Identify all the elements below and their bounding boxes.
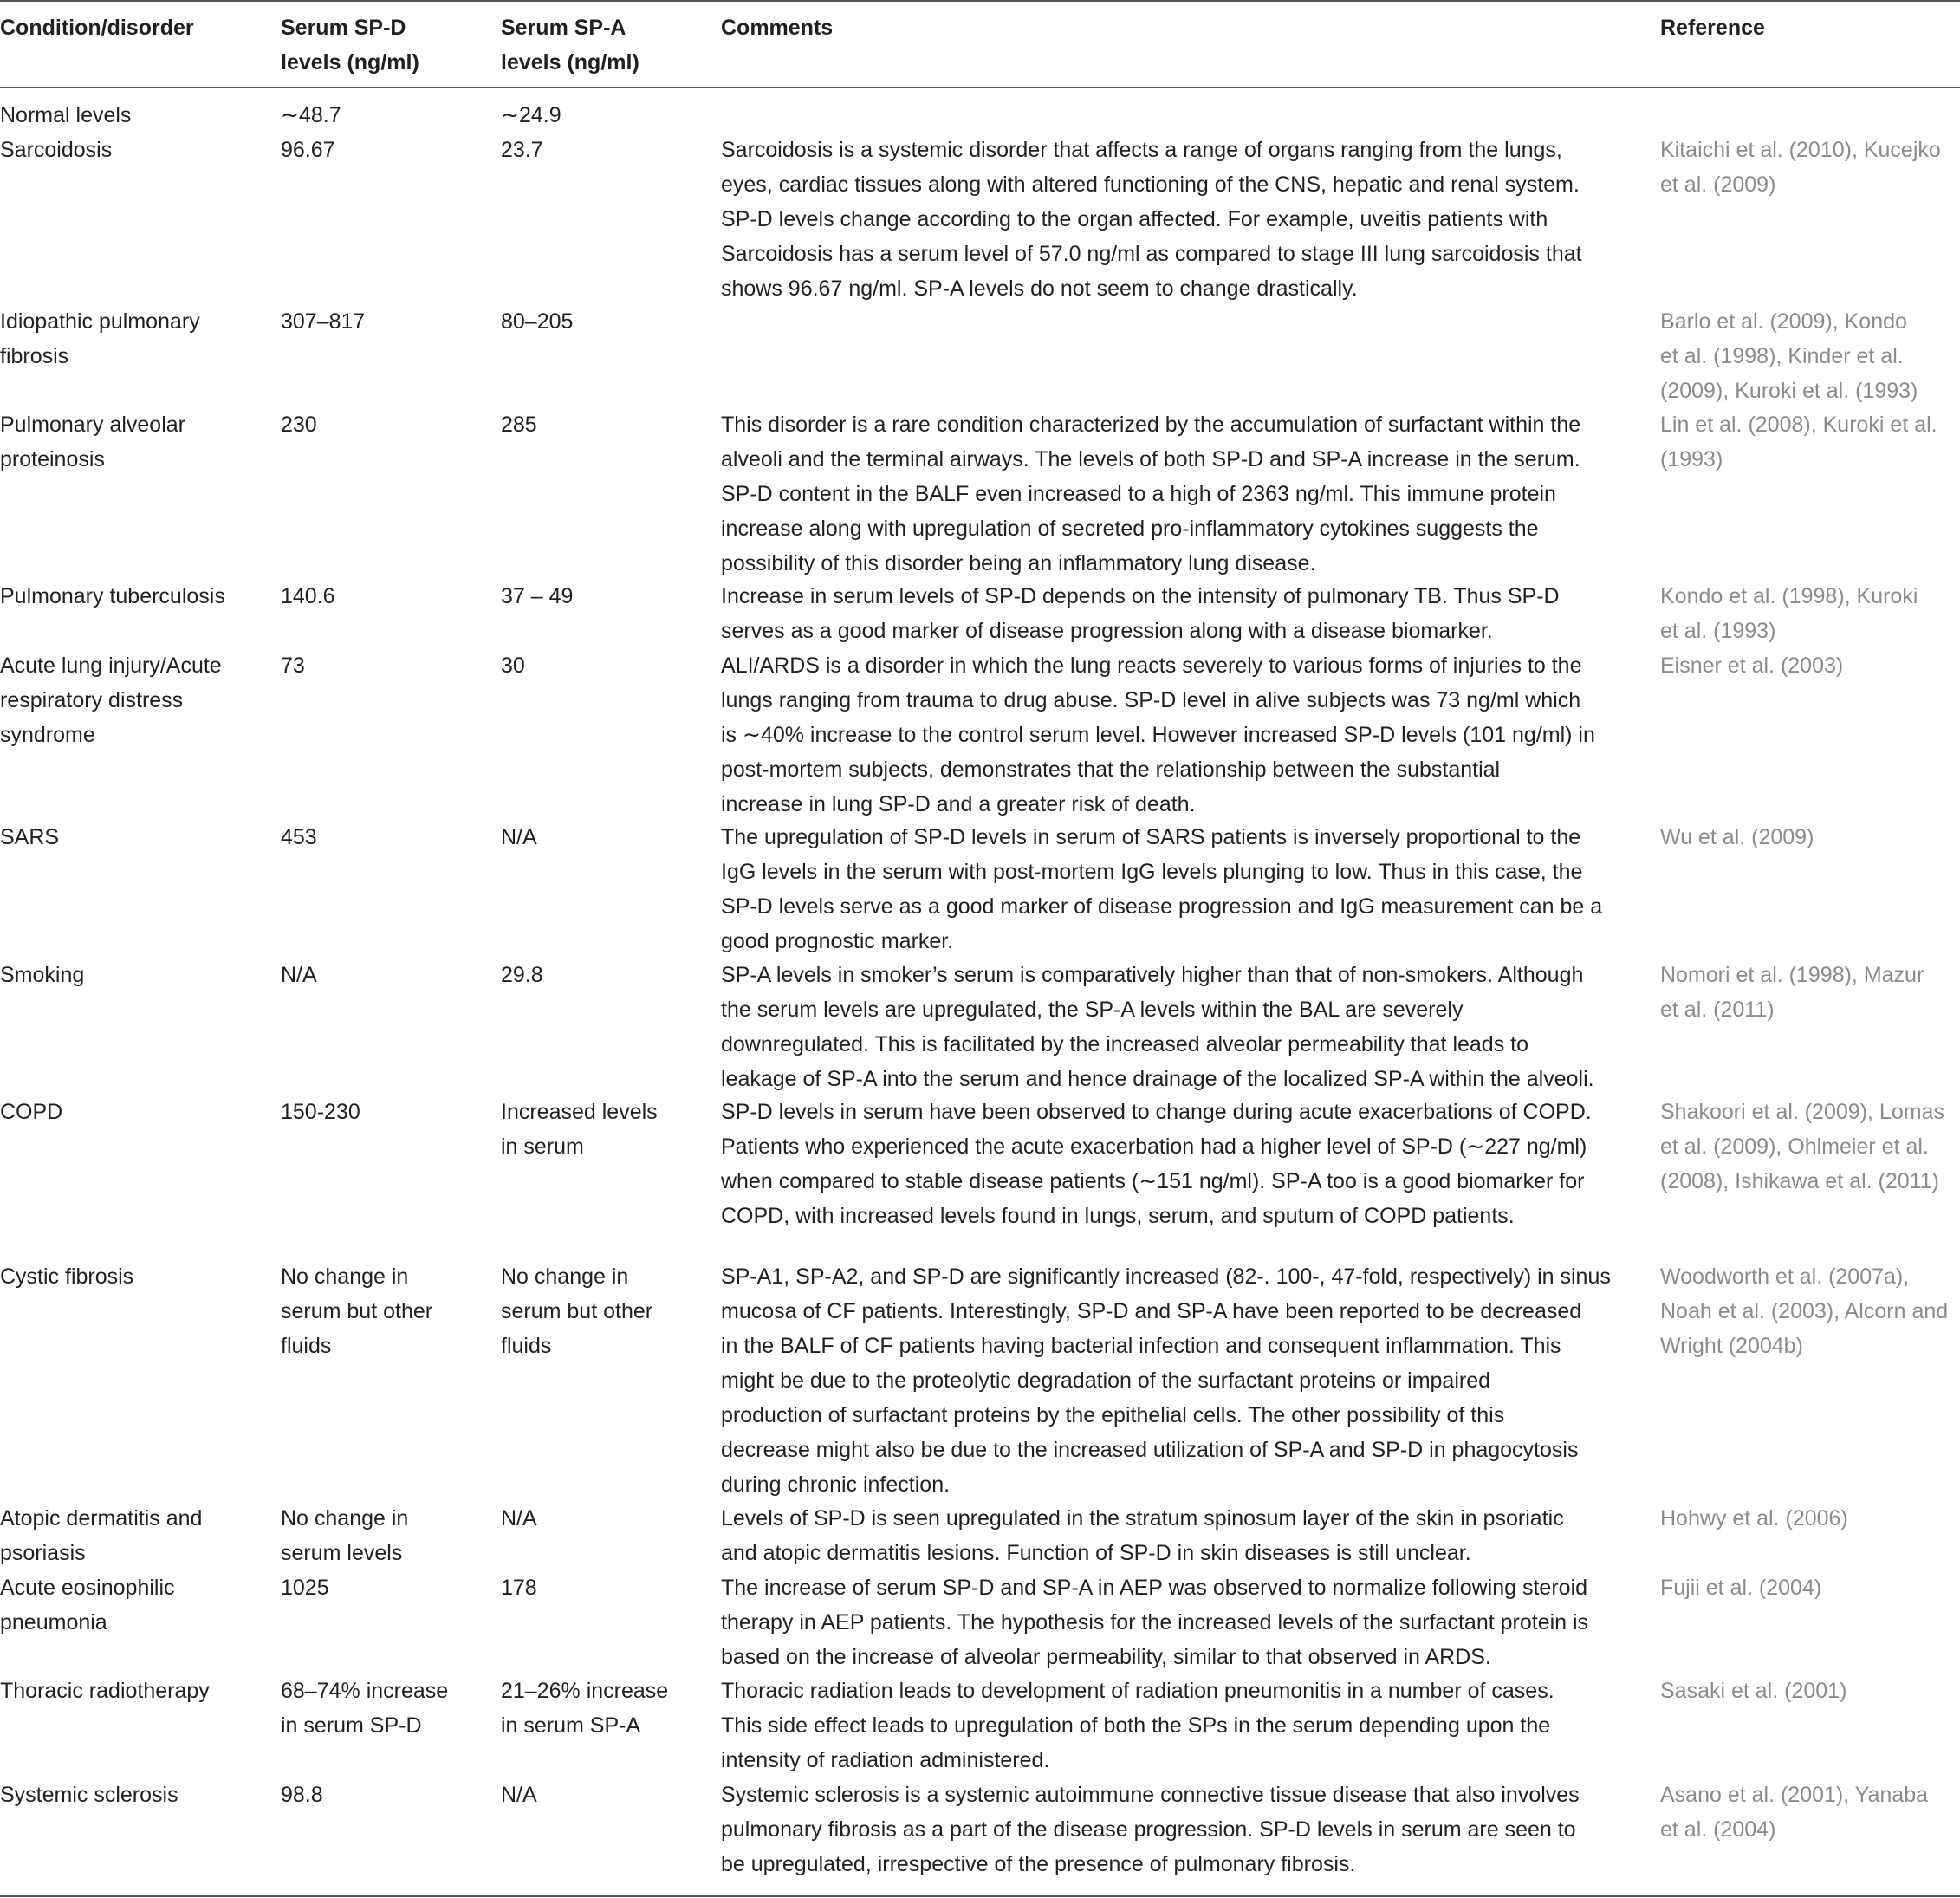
cell-serum-spd-line: in serum SP-D [281,1713,422,1738]
cell-condition-line: respiratory distress [0,688,184,712]
header-condition: Condition/disorder [0,16,194,40]
cell-serum-spd-line: 68–74% increase [281,1679,449,1703]
cell-reference-line: Fujii et al. (2004) [1660,1576,1822,1600]
cell-condition [0,579,260,614]
cell-serum-spa-line: in serum [501,1134,584,1159]
cell-comments-line: serves as a good marker of disease progression along with a disease biomarker. [721,619,1493,643]
cell-serum-spa-line: serum but other [501,1299,653,1323]
cell-serum-spa-line: 29.8 [501,963,543,987]
cell-comments-line: intensity of radiation administered. [721,1748,1050,1772]
cell-comments-line: Sarcoidosis is a systemic disorder that affects a range of organs ranging from the lungs, [721,138,1562,162]
cell-comments-line: IgG levels in the serum with post-mortem IgG levels plunging to low. Thus in this case, the [721,860,1583,884]
cell-comments-line: leakage of SP-A into the serum and hence drainage of the localized SP-A within the alveoli. [721,1067,1594,1091]
cell-serum-spd-line: 1025 [281,1576,329,1600]
cell-comments-line: SP-D levels serve as a good marker of disease progression and IgG measurement can be a [721,894,1603,919]
cell-serum-spa [501,958,709,992]
cell-comments [721,1570,1631,1674]
cell-condition-line: syndrome [0,723,95,747]
cell-serum-spd [281,1570,489,1605]
cell-serum-spd-line: fluids [281,1334,332,1358]
cell-serum-spa-line: fluids [501,1334,552,1358]
cell-serum-spa-line: Increased levels [501,1100,658,1124]
cell-serum-spa [501,1501,709,1536]
cell-serum-spd-line: serum but other [281,1299,433,1323]
cell-reference-line: Noah et al. (2003), Alcorn and [1660,1299,1949,1323]
cell-condition [0,958,260,992]
cell-condition [0,1095,260,1129]
cell-serum-spa [501,98,709,133]
cell-condition [0,98,260,133]
header-bottom-rule [0,87,1960,88]
cell-comments-line: Thoracic radiation leads to development of radiation pneumonitis in a number of cases. [721,1679,1554,1703]
cell-serum-spd [281,304,489,339]
cell-serum-spa [501,1095,709,1164]
cell-serum-spd-line: No change in [281,1264,409,1289]
cell-serum-spa [501,579,709,614]
cell-serum-spd [281,1095,489,1129]
table-top-rule [0,0,1960,2]
cell-comments-line: shows 96.67 ng/ml. SP-A levels do not seem to change drastically. [721,276,1358,301]
cell-comments-line: during chronic infection. [721,1472,951,1497]
cell-condition-line: COPD [0,1100,63,1124]
cell-condition-line: Smoking [0,963,85,987]
cell-comments-line: SP-A1, SP-A2, and SP-D are significantly increased (82-. 100-, 47-fold, respectively) in sinus [721,1264,1611,1289]
cell-serum-spd [281,98,489,133]
cell-reference-line: Barlo et al. (2009), Kondo [1660,309,1907,334]
cell-serum-spd-line: 73 [281,653,305,678]
cell-condition [0,407,260,477]
header-serum-spd: Serum SP-D levels (ng/ml) [281,16,419,75]
cell-reference [1660,1501,1955,1536]
cell-serum-spa [501,1674,709,1743]
cell-reference [1660,407,1955,477]
cell-comments [721,820,1631,959]
cell-comments-line: increase along with upregulation of secreted pro-inflammatory cytokines suggests the [721,517,1539,541]
cell-comments [721,1259,1631,1502]
cell-comments [721,1674,1631,1778]
cell-comments-line: Increase in serum levels of SP-D depends on the intensity of pulmonary TB. Thus SP-D [721,584,1560,608]
cell-comments-line: Systemic sclerosis is a systemic autoimmune connective tissue disease that also involves [721,1783,1580,1807]
cell-serum-spd [281,133,489,167]
cell-serum-spa-line: 285 [501,413,537,437]
cell-condition [0,1570,260,1640]
cell-reference-line: Kitaichi et al. (2010), Kucejko [1660,138,1941,162]
table-bottom-rule [0,1895,1960,1897]
cell-reference [1660,304,1955,408]
cell-condition-line: Thoracic radiotherapy [0,1679,210,1703]
cell-serum-spd [281,1501,489,1570]
cell-serum-spa-line: 37 – 49 [501,584,574,608]
cell-comments-line: decrease might also be due to the increased utilization of SP-A and SP-D in phagocytosis [721,1438,1579,1462]
cell-comments [721,1778,1631,1882]
cell-serum-spd [281,958,489,992]
cell-reference-line: Asano et al. (2001), Yanaba [1660,1783,1929,1807]
cell-reference [1660,579,1955,648]
cell-reference [1660,1778,1955,1847]
cell-comments-line: possibility of this disorder being an inflammatory lung disease. [721,551,1316,575]
cell-reference-line: Woodworth et al. (2007a), [1660,1264,1910,1289]
cell-comments-line: might be due to the proteolytic degradation of the surfactant proteins or impaired [721,1368,1491,1393]
cell-serum-spd-line: N/A [281,963,317,987]
cell-serum-spd-line: 96.67 [281,138,335,162]
cell-comments-line: SP-D levels change according to the organ affected. For example, uveitis patients with [721,207,1548,231]
cell-reference [1660,820,1955,855]
cell-serum-spd [281,820,489,855]
cell-serum-spa [501,1259,709,1363]
cell-comments-line: The upregulation of SP-D levels in serum of SARS patients is inversely proportional to the [721,825,1581,849]
cell-comments-line: good prognostic marker. [721,929,954,953]
cell-reference-line: et al. (2011) [1660,998,1775,1022]
cell-serum-spd-line: 307–817 [281,309,366,334]
cell-comments-line: pulmonary fibrosis as a part of the disease progression. SP-D levels in serum are seen to [721,1817,1576,1842]
cell-comments-line: Sarcoidosis has a serum level of 57.0 ng/ml as compared to stage III lung sarcoidosis that [721,242,1582,266]
cell-condition-line: Cystic fibrosis [0,1264,134,1289]
cell-serum-spa [501,1778,709,1812]
cell-condition-line: psoriasis [0,1541,86,1565]
cell-condition-line: proteinosis [0,447,105,471]
cell-reference [1660,133,1955,202]
cell-reference-line: (2009), Kuroki et al. (1993) [1660,379,1918,403]
cell-comments-line: therapy in AEP patients. The hypothesis for the increased levels of the surfactant protein is [721,1610,1589,1635]
cell-condition-line: fibrosis [0,344,69,368]
cell-comments [721,648,1631,822]
cell-reference-line: et al. (2004) [1660,1817,1776,1842]
cell-serum-spd [281,579,489,614]
header-reference: Reference [1660,16,1765,40]
cell-serum-spa [501,1570,709,1605]
cell-serum-spa-line: 23.7 [501,138,543,162]
cell-condition [0,1778,260,1812]
cell-reference-line: Kondo et al. (1998), Kuroki [1660,584,1918,608]
cell-serum-spd [281,1778,489,1812]
cell-comments-line: in the BALF of CF patients having bacterial infection and consequent inflammation. This [721,1334,1561,1358]
cell-serum-spa-line: 178 [501,1576,537,1600]
cell-reference-line: Wright (2004b) [1660,1334,1803,1358]
cell-serum-spd-line: 453 [281,825,317,849]
cell-serum-spa-line: 80–205 [501,309,574,334]
cell-reference-line: et al. (2009) [1660,172,1776,197]
cell-reference-line: Nomori et al. (1998), Mazur [1660,963,1924,987]
cell-comments-line: production of surfactant proteins by the epithelial cells. The other possibility of this [721,1403,1505,1427]
cell-condition-line: Pulmonary tuberculosis [0,584,225,608]
cell-serum-spa-line: No change in [501,1264,629,1289]
cell-reference-line: Wu et al. (2009) [1660,825,1814,849]
cell-comments [721,407,1631,581]
cell-serum-spa-line: 21–26% increase [501,1679,669,1703]
cell-condition [0,1501,260,1570]
cell-reference-line: Sasaki et al. (2001) [1660,1679,1847,1703]
cell-condition-line: Acute lung injury/Acute [0,653,222,678]
cell-comments [721,1095,1631,1233]
cell-serum-spd-line: 140.6 [281,584,335,608]
cell-condition [0,1259,260,1294]
cell-serum-spa [501,820,709,855]
cell-serum-spa-line: N/A [501,1783,537,1807]
cell-comments-line: SP-D content in the BALF even increased to a high of 2363 ng/ml. This immune protein [721,482,1556,506]
cell-condition-line: Pulmonary alveolar [0,413,185,437]
cell-condition [0,648,260,752]
header-comments: Comments [721,16,834,40]
cell-serum-spd-line: 230 [281,413,317,437]
cell-condition-line: Atopic dermatitis and [0,1506,203,1531]
cell-condition-line: Sarcoidosis [0,138,113,162]
cell-comments-line: be upregulated, irrespective of the presence of pulmonary fibrosis. [721,1852,1356,1876]
cell-reference-line: Eisner et al. (2003) [1660,653,1844,678]
cell-comments-line: Levels of SP-D is seen upregulated in the stratum spinosum layer of the skin in psoriatic [721,1506,1564,1531]
cell-comments-line: post-mortem subjects, demonstrates that the relationship between the substantial [721,757,1501,782]
cell-reference-line: et al. (1993) [1660,619,1776,643]
cell-serum-spa [501,304,709,339]
cell-serum-spa-line: N/A [501,825,537,849]
cell-reference-line: et al. (1998), Kinder et al. [1660,344,1904,368]
cell-comments-line: This side effect leads to upregulation of both the SPs in the serum depending upon the [721,1713,1551,1738]
cell-reference [1660,1259,1955,1363]
cell-serum-spd-line: 150-230 [281,1100,360,1124]
cell-comments-line: SP-D levels in serum have been observed to change during acute exacerbations of COPD. [721,1100,1592,1124]
cell-serum-spa-line: ∼24.9 [501,103,561,127]
cell-comments-line: ALI/ARDS is a disorder in which the lung reacts severely to various forms of injuries to the [721,653,1582,678]
cell-condition [0,1674,260,1708]
cell-serum-spa-line: 30 [501,653,525,678]
cell-comments-line: SP-A levels in smoker’s serum is comparatively higher than that of non-smokers. Although [721,963,1584,987]
cell-comments-line: COPD, with increased levels found in lungs, serum, and sputum of COPD patients. [721,1204,1515,1228]
cell-reference-line: (1993) [1660,447,1723,471]
header-serum-spa: Serum SP-A levels (ng/ml) [501,16,639,75]
cell-serum-spa-line: N/A [501,1506,537,1531]
cell-serum-spd-line: 98.8 [281,1783,323,1807]
cell-serum-spd [281,1674,489,1743]
cell-comments-line: and atopic dermatitis lesions. Function of SP-D in skin diseases is still unclear. [721,1541,1471,1565]
cell-reference-line: et al. (2009), Ohlmeier et al. [1660,1134,1929,1159]
cell-comments-line: is ∼40% increase to the control serum level. However increased SP-D levels (101 ng/ml) in [721,723,1595,747]
cell-condition [0,820,260,855]
cell-comments-line: The increase of serum SP-D and SP-A in AEP was observed to normalize following steroid [721,1576,1588,1600]
cell-comments-line: based on the increase of alveolar permeability, similar to that observed in ARDS. [721,1645,1491,1669]
cell-comments-line: increase in lung SP-D and a greater risk of death. [721,792,1196,816]
cell-reference-line: Shakoori et al. (2009), Lomas [1660,1100,1944,1124]
cell-comments-line: This disorder is a rare condition characterized by the accumulation of surfactant within the [721,413,1581,437]
cell-serum-spd-line: serum levels [281,1541,403,1565]
cell-reference [1660,648,1955,683]
cell-reference-line: Lin et al. (2008), Kuroki et al. [1660,413,1937,437]
cell-comments-line: alveoli and the terminal airways. The levels of both SP-D and SP-A increase in the serum. [721,447,1580,471]
cell-condition [0,133,260,167]
cell-serum-spd [281,1259,489,1363]
cell-comments-line: when compared to stable disease patients (∼151 ng/ml). SP-A too is a good biomarker for [721,1169,1585,1193]
cell-condition-line: Systemic sclerosis [0,1783,178,1807]
cell-comments [721,958,1631,1096]
cell-condition [0,304,260,374]
cell-serum-spa-line: in serum SP-A [501,1713,641,1738]
cell-serum-spa [501,648,709,683]
cell-reference [1660,1674,1955,1708]
cell-condition-line: pneumonia [0,1610,107,1635]
cell-serum-spd-line: No change in [281,1506,409,1531]
cell-reference-line: (2008), Ishikawa et al. (2011) [1660,1169,1939,1193]
cell-condition-line: SARS [0,825,60,849]
cell-comments [721,579,1631,648]
cell-reference [1660,1570,1955,1605]
cell-reference [1660,958,1955,1027]
cell-serum-spd-line: ∼48.7 [281,103,341,127]
cell-comments-line: the serum levels are upregulated, the SP-A levels within the BAL are severely [721,998,1464,1022]
cell-reference-line: Hohwy et al. (2006) [1660,1506,1848,1531]
cell-condition-line: Normal levels [0,103,132,127]
cell-comments [721,1501,1631,1570]
cell-condition-line: Idiopathic pulmonary [0,309,200,334]
cell-comments-line: lungs ranging from trauma to drug abuse. SP-D level in alive subjects was 73 ng/ml which [721,688,1581,712]
cell-comments-line: eyes, cardiac tissues along with altered functioning of the CNS, hepatic and renal system. [721,172,1580,197]
cell-condition-line: Acute eosinophilic [0,1576,175,1600]
cell-serum-spd [281,407,489,442]
cell-serum-spd [281,648,489,683]
cell-comments-line: mucosa of CF patients. Interestingly, SP-D and SP-A have been reported to be decreased [721,1299,1582,1323]
cell-reference [1660,1095,1955,1199]
cell-comments [721,133,1631,306]
cell-comments-line: Patients who experienced the acute exacerbation had a higher level of SP-D (∼227 ng/ml) [721,1134,1587,1159]
cell-serum-spa [501,407,709,442]
cell-comments-line: downregulated. This is facilitated by the increased alveolar permeability that leads to [721,1032,1529,1056]
cell-serum-spa [501,133,709,167]
